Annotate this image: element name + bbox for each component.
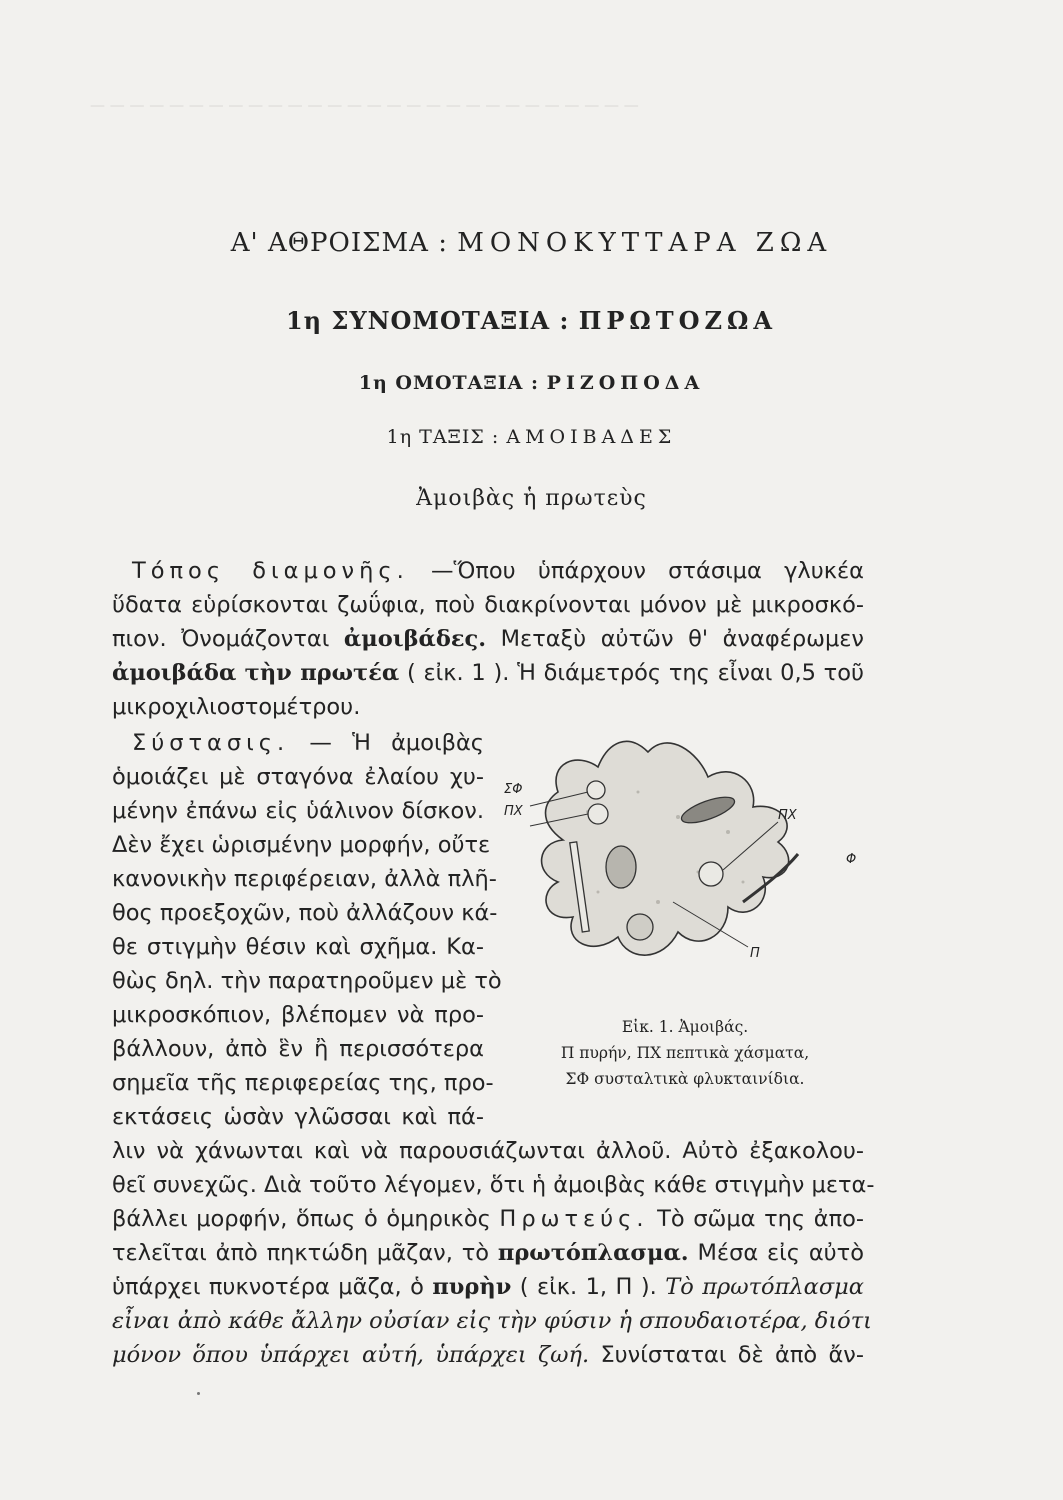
class-heading	[0, 372, 1063, 394]
composition-line-13: λιν νὰ χάνωνται καὶ νὰ παρουσιάζωνται ἀλλοῦ. Αὐτὸ ἐξακολου-	[112, 1138, 864, 1164]
habitat-text-3a: πιον. Ὀνομάζονται	[112, 626, 330, 652]
amoeba-body	[542, 741, 789, 955]
composition-text-19b: Συνίσταται δὲ ἀπὸ ἄν-	[600, 1342, 864, 1368]
collection-heading	[0, 228, 1063, 258]
composition-line-3: μένην ἐπάνω εἰς ὑάλινον δίσκον.	[112, 798, 484, 824]
class-prefix: 1η ΟΜΟΤΑΞΙΑ :	[358, 372, 540, 394]
habitat-text-4b: ( εἰκ. 1 ). Ἡ διάμετρός της εἶναι 0,5 τοῦ	[406, 660, 865, 686]
habitat-term: Τόπος διαμονῆς.	[132, 558, 409, 584]
habitat-line-1	[132, 556, 864, 586]
term-amoeba-proteus: ἀμοιβάδα τὴν πρωτέα	[112, 660, 400, 686]
label-sf: ΣΦ	[504, 782, 523, 797]
habitat-line-5: μικροχιλιοστομέτρου.	[112, 694, 361, 720]
order-title: ΑΜΟΙΒΑΔΕΣ	[506, 426, 677, 448]
term-nucleus: πυρὴν	[432, 1274, 512, 1300]
term-proteus: Πρωτεύς.	[499, 1206, 649, 1232]
nucleus	[606, 846, 636, 888]
composition-text-15a: βάλλει μορφήν, ὅπως ὁ ὁμηρικὸς	[112, 1206, 491, 1232]
composition-line-18: εἶναι ἀπὸ κάθε ἄλλην οὐσίαν εἰς τὴν φύσιν ἡ σπουδαιοτέρα, διότι	[112, 1308, 872, 1334]
composition-line-8: θὼς δηλ. τὴν παρατηροῦμεν μὲ τὸ	[112, 968, 502, 994]
composition-line-5: κανονικὴν περιφέρειαν, ἀλλὰ πλῆ-	[112, 866, 497, 892]
order-prefix: 1η ΤΑΞΙΣ :	[386, 426, 500, 448]
figure-caption-line-2: Π πυρήν, ΠΧ πεπτικὰ χάσματα,	[560, 1044, 810, 1062]
composition-text-16c: Μέσα εἰς αὐτὸ	[697, 1240, 864, 1266]
phylum-heading	[0, 306, 1063, 335]
collection-title: ΜΟΝΟΚΥΤΤΑΡΑ ΖΩΑ	[457, 228, 833, 258]
order-heading	[0, 426, 1063, 448]
habitat-text-3c: Μεταξὺ αὐτῶν θ' ἀναφέρωμεν	[500, 626, 864, 652]
composition-text-17d: Τὸ πρωτόπλασμα	[665, 1274, 864, 1300]
composition-line-6: θος προεξοχῶν, ποὺ ἀλλάζουν κά-	[112, 900, 498, 926]
composition-line-15	[112, 1204, 864, 1234]
term-protoplasm: πρωτόπλασμα.	[497, 1240, 689, 1266]
species-heading: Ἀμοιβὰς ἡ πρωτεὺς	[416, 486, 647, 511]
habitat-line-3	[112, 624, 864, 654]
composition-line-19	[112, 1340, 864, 1370]
composition-line-7: θε στιγμὴν θέσιν καὶ σχῆμα. Κα-	[112, 934, 484, 960]
composition-line-10: βάλλουν, ἀπὸ ἓν ἢ περισσότερα	[112, 1036, 484, 1062]
label-f: Φ	[846, 852, 857, 867]
bleed-through-header: — — — — — — — — — — — — — — — — — — — — — — — — — — — —	[90, 96, 639, 114]
phylum-title: ΠΡΩΤΟΖΩΑ	[578, 306, 778, 335]
food-vacuole-right	[699, 862, 723, 886]
term-amoebae: ἀμοιβάδες.	[343, 626, 487, 652]
composition-line-9: μικροσκόπιον, βλέπομεν νὰ προ-	[112, 1002, 484, 1028]
composition-text-16a: τελεῖται ἀπὸ πηκτώδη μᾶζαν, τὸ	[112, 1240, 490, 1266]
figure-caption-title: Εἰκ. 1. Ἀμοιβάς.	[621, 1018, 749, 1036]
collection-prefix: Α' ΑΘΡΟΙΣΜΑ :	[230, 228, 448, 258]
figure-caption-line-3: ΣΦ συσταλτικὰ φλυκταινίδια.	[565, 1070, 805, 1088]
composition-text-1: — Ἡ ἀμοιβὰς	[309, 730, 485, 756]
composition-line-16	[112, 1238, 864, 1268]
composition-text-17c: ( εἰκ. 1, Π ).	[519, 1274, 657, 1300]
ink-speck	[197, 1392, 200, 1395]
amoeba-illustration	[498, 722, 868, 1022]
amoeba-figure	[498, 722, 868, 1022]
composition-line-14: θεῖ συνεχῶς. Διὰ τοῦτο λέγομεν, ὅτι ἡ ἀμοιβὰς κάθε στιγμὴν μετα-	[112, 1172, 875, 1198]
composition-text-17a: ὑπάρχει πυκνοτέρα μᾶζα, ὁ	[112, 1274, 424, 1300]
phylum-prefix: 1η ΣΥΝΟΜΟΤΑΞΙΑ :	[285, 306, 570, 335]
label-p: Π	[750, 946, 760, 961]
composition-line-1	[132, 728, 484, 758]
composition-line-2: ὁμοιάζει μὲ σταγόνα ἐλαίου χυ-	[112, 764, 484, 790]
composition-line-12: εκτάσεις ὡσὰν γλῶσσαι καὶ πά-	[112, 1104, 484, 1130]
composition-line-4: Δὲν ἔχει ὡρισμένην μορφήν, οὔτε	[112, 832, 491, 858]
habitat-line-2: ὕδατα εὑρίσκονται ζωΰφια, ποὺ διακρίνονται μόνον μὲ μικροσκό-	[112, 592, 864, 618]
class-title: ΡΙΖΟΠΟΔΑ	[546, 372, 705, 394]
label-px-right: ΠΧ	[778, 808, 797, 823]
food-vacuole-bottom	[627, 914, 653, 940]
food-vacuole-left	[588, 804, 608, 824]
habitat-line-4	[112, 658, 864, 688]
composition-term: Σύστασις.	[132, 730, 290, 756]
composition-line-17	[112, 1272, 864, 1302]
composition-line-11: σημεῖα τῆς περιφερείας της, προ-	[112, 1070, 494, 1096]
composition-text-19a: μόνον ὅπου ὑπάρχει αὐτή, ὑπάρχει ζωή.	[112, 1342, 590, 1368]
composition-text-15c: Τὸ σῶμα της ἀπο-	[657, 1206, 864, 1232]
contractile-vacuole	[587, 781, 605, 799]
habitat-text-1: —Ὅπου ὑπάρχουν στάσιμα γλυκέα	[431, 558, 864, 584]
label-px-left: ΠΧ	[504, 804, 523, 819]
